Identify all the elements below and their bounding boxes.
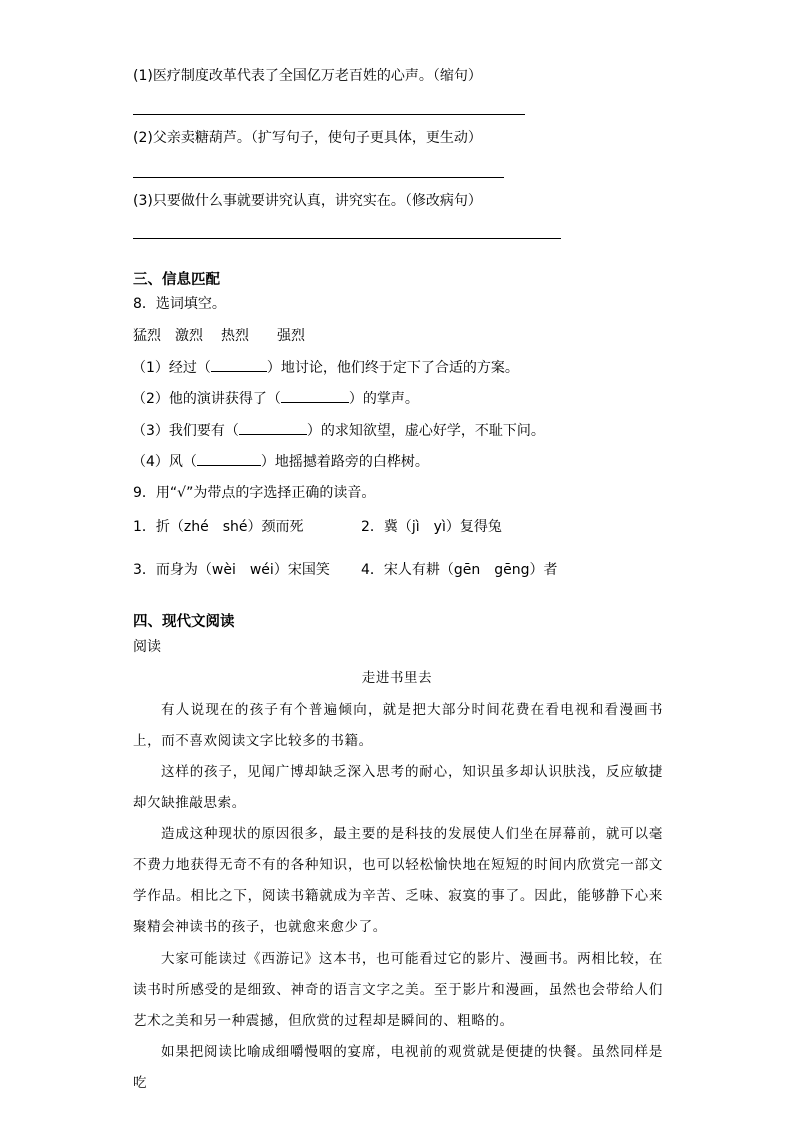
word-option: 强烈 bbox=[277, 328, 305, 344]
fill-item-prefix: （2）他的演讲获得了（ bbox=[132, 391, 281, 407]
answer-line-1[interactable] bbox=[133, 114, 525, 115]
reading-label: 阅读 bbox=[133, 639, 161, 655]
fill-item bbox=[132, 420, 545, 441]
passage-paragraph: 大家可能读过《西游记》这本书，也可能看过它的影片、漫画书。两相比较，在读书时所感受的是细致、神奇的语言文字之美。至于影片和漫画，虽然也会带给人们艺术之美和另一种震撼，但欣赏的过程却是瞬间的、粗略的。 bbox=[133, 951, 663, 1029]
word-option: 激烈 bbox=[175, 328, 203, 344]
passage-paragraph: 造成这种现状的原因很多，最主要的是科技的发展使人们坐在屏幕前，就可以毫不费力地获得无奇不有的各种知识，也可以轻松愉快地在短短的时间内欣赏完一部文学作品。相比之下，阅读书籍就成为辛苦、乏味、寂寞的事了。因此，能够静下心来聚精会神读书的孩子，也就愈来愈少了。 bbox=[133, 826, 663, 935]
fill-item-suffix: ）的求知欲望，虚心好学，不耻下问。 bbox=[306, 423, 545, 439]
fill-item-prefix: （4）风（ bbox=[132, 454, 197, 470]
word-option: 猛烈 bbox=[133, 328, 161, 344]
passage-paragraph: 这样的孩子，见闻广博却缺乏深入思考的耐心，知识虽多却认识肤浅，反应敏捷却欠缺推敲思索。 bbox=[133, 764, 663, 811]
fill-item-suffix: ）地摇撼着路旁的白桦树。 bbox=[260, 454, 429, 470]
fill-item-suffix: ）的掌声。 bbox=[348, 391, 419, 407]
fill-blank[interactable] bbox=[281, 388, 349, 403]
section-3-heading: 三、信息匹配 bbox=[133, 272, 220, 288]
answer-line-2[interactable] bbox=[133, 177, 504, 178]
fill-item-prefix: （1）经过（ bbox=[132, 360, 211, 376]
answer-line-3[interactable] bbox=[133, 238, 561, 239]
pinyin-item: 1．折（zhé shé）颈而死 bbox=[133, 519, 304, 535]
word-option: 热烈 bbox=[221, 328, 249, 344]
question-7-2: (2)父亲卖糖葫芦。（扩写句子，使句子更具体，更生动） bbox=[133, 130, 482, 146]
passage-title: 走进书里去 bbox=[361, 670, 433, 686]
question-7-1: (1)医疗制度改革代表了全国亿万老百姓的心声。（缩句） bbox=[133, 68, 482, 84]
pinyin-item: 4．宋人有耕（gēn gēng）者 bbox=[361, 562, 558, 578]
fill-item-suffix: ）地讨论，他们终于定下了合适的方案。 bbox=[266, 360, 519, 376]
pinyin-item: 2．冀（jì yì）复得兔 bbox=[361, 519, 502, 535]
section-4-heading: 四、现代文阅读 bbox=[133, 614, 235, 630]
fill-item-prefix: （3）我们要有（ bbox=[132, 423, 239, 439]
fill-item bbox=[132, 357, 519, 378]
passage-paragraph: 有人说现在的孩子有个普遍倾向，就是把大部分时间花费在看电视和看漫画书上，而不喜欢阅读文字比较多的书籍。 bbox=[133, 702, 663, 749]
fill-blank[interactable] bbox=[197, 451, 261, 466]
fill-blank[interactable] bbox=[211, 357, 267, 372]
fill-item bbox=[132, 451, 429, 472]
question-9-title: 9．用“√”为带点的字选择正确的读音。 bbox=[133, 485, 376, 501]
fill-item bbox=[132, 388, 419, 409]
question-7-3: (3)只要做什么事就要讲究认真，讲究实在。（修改病句） bbox=[133, 193, 482, 209]
passage-paragraph: 如果把阅读比喻成细嚼慢咽的宴席，电视前的观赏就是便捷的快餐。虽然同样是吃 bbox=[133, 1044, 663, 1091]
question-8-title: 8．选词填空。 bbox=[133, 296, 226, 312]
word-bank bbox=[133, 326, 305, 346]
pinyin-item: 3．而身为（wèi wéi）宋国笑 bbox=[133, 562, 330, 578]
fill-blank[interactable] bbox=[239, 420, 307, 435]
